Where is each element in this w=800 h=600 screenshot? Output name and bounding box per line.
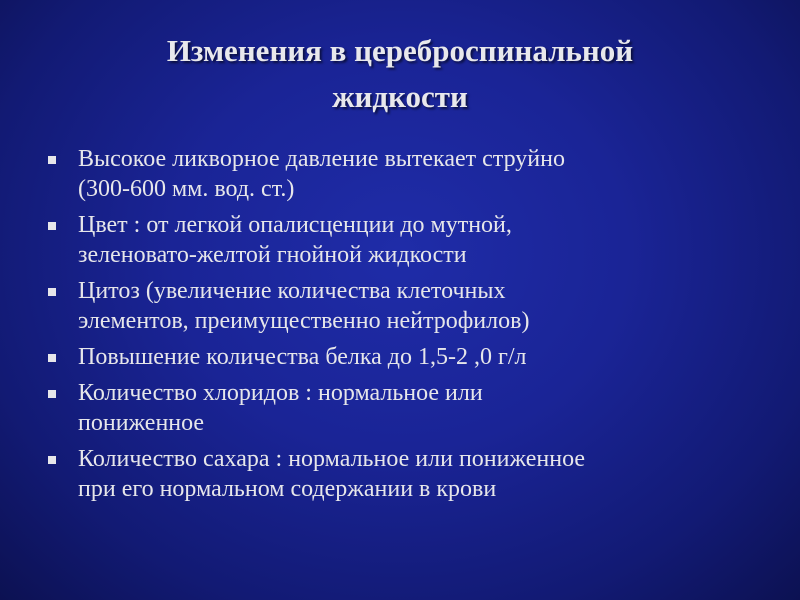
bullet-text-line: элементов, преимущественно нейтрофилов) [78, 308, 530, 334]
bullet-text-line: Количество сахара : нормальное или пониженное [78, 446, 586, 472]
square-bullet-icon [48, 354, 56, 362]
bullet-text [78, 210, 746, 270]
square-bullet-icon [48, 156, 56, 164]
square-bullet-icon [48, 288, 56, 296]
bullet-text [78, 378, 746, 438]
bullet-text-line: Цитоз (увеличение количества клеточных [78, 278, 506, 304]
bullet-list [46, 144, 746, 510]
bullet-item [46, 342, 746, 372]
slide-title-line-2: жидкости [332, 79, 468, 114]
bullet-item [46, 210, 746, 270]
bullet-text [78, 444, 746, 504]
bullet-text-line: при его нормальном содержании в крови [78, 476, 497, 502]
bullet-text-line: пониженное [78, 410, 205, 436]
bullet-text [78, 342, 746, 372]
bullet-item [46, 276, 746, 336]
bullet-item [46, 144, 746, 204]
square-bullet-icon [48, 222, 56, 230]
slide-title [40, 28, 760, 120]
bullet-text-line: Повышение количества белка до 1,5-2 ,0 г/л [78, 344, 527, 370]
bullet-text-line: Количество хлоридов : нормальное или [78, 380, 483, 406]
bullet-text-line: зеленовато-желтой гнойной жидкости [78, 242, 467, 268]
bullet-text [78, 276, 746, 336]
bullet-text-line: Высокое ликворное давление вытекает струйно [78, 146, 565, 172]
square-bullet-icon [48, 456, 56, 464]
bullet-text-line: (300-600 мм. вод. ст.) [78, 176, 295, 202]
bullet-item [46, 378, 746, 438]
bullet-text [78, 144, 746, 204]
square-bullet-icon [48, 390, 56, 398]
bullet-text-line: Цвет : от легкой опалисценции до мутной, [78, 212, 512, 238]
slide-title-line-1: Изменения в цереброспинальной [166, 33, 634, 68]
bullet-item [46, 444, 746, 504]
